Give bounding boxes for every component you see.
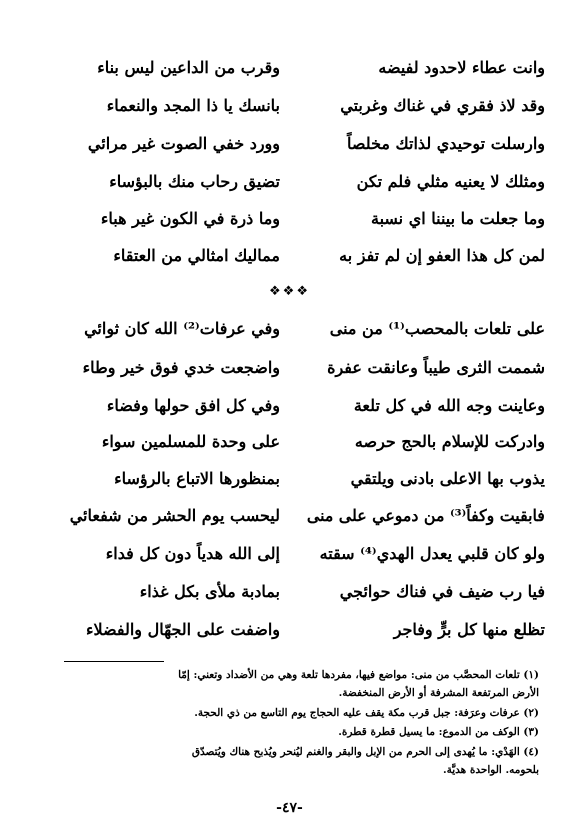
hemistich-first: فيا رب ضيف في فناك حوائجي: [339, 582, 545, 601]
hemistich-second: وفي كل افق حولها وفضاء: [106, 396, 280, 415]
hemistich-first: ولو كان قلبي يعدل الهدي⁽⁴⁾ سقته: [319, 544, 545, 563]
hemistich-second: على وحدة للمسلمين سواء: [101, 432, 280, 451]
hemistich-second: واضجعت خدي فوق خير وطاء: [82, 358, 280, 377]
hemistich-second: واضفت على الجهّال والفضلاء: [85, 620, 280, 639]
hemistich-second: إلى الله هدياً دون كل فداء: [105, 544, 280, 563]
footnote-line: (٤) الهَدْي: ما يُهدى إلى الحرم من الإبل والبقر والغنم ليُنحر ويُذبح هناك ويُتصدّق: [191, 746, 539, 758]
hemistich-second: وما ذرة في الكون غير هباء: [100, 209, 280, 228]
hemistich-first: تظلع منها كل برٍّ وفاجر: [393, 620, 545, 639]
verse-row: [40, 170, 545, 194]
hemistich-first: وادركت للإسلام بالحج حرصه: [354, 432, 545, 451]
verse-row: [40, 394, 545, 418]
footnote-line: (٢) عرفات وعرَفة: جبل قرب مكة يقف عليه الحجاج يوم التاسع من ذي الحجة.: [194, 707, 539, 719]
verse-row: [40, 542, 545, 566]
hemistich-second: تضيق رحاب منك بالبؤساء: [109, 172, 280, 191]
verse-row: [40, 467, 545, 491]
section-separator: ❖❖❖: [269, 284, 310, 299]
verse-row: [40, 430, 545, 454]
hemistich-first: وانت عطاء لاحدود لفيضه: [378, 58, 545, 77]
verse-row: [40, 56, 545, 80]
verse-row: [40, 244, 545, 268]
footnote-line: بلحومه. الواحدة هديَّة.: [442, 764, 539, 776]
verse-row: [40, 317, 545, 341]
hemistich-second: بانسك يا ذا المجد والنعماء: [106, 96, 280, 115]
hemistich-second: وفي عرفات⁽²⁾ الله كان ثوائي: [84, 319, 280, 338]
verse-row: [40, 580, 545, 604]
hemistich-second: وورد خفي الصوت غير مرائي: [87, 134, 280, 153]
footnote-line: (١) تلعات المحصَّب من منى: مواضع فيها، مفردها تلعة وهي من الأضداد وتعني: إمّا: [178, 669, 539, 681]
hemistich-first: وارسلت توحيدي لذاتك مخلصاً: [347, 134, 545, 153]
hemistich-first: وما جعلت ما بيننا اي نسبة: [371, 209, 545, 228]
verse-row: [40, 94, 545, 118]
verse-row: [40, 618, 545, 642]
hemistich-first: ومثلك لا يعنيه مثلي فلم تكن: [356, 172, 545, 191]
hemistich-second: بمنظورها الاتباع بالرؤساء: [114, 469, 280, 488]
hemistich-first: وعاينت وجه الله في كل تلعة: [353, 396, 545, 415]
verse-row: [40, 504, 545, 528]
hemistich-first: يذوب بها الاعلى بادنى ويلتقي: [350, 469, 545, 488]
hemistich-second: مماليك امثالي من العتقاء: [113, 246, 280, 265]
hemistich-first: لمن كل هذا العفو إن لم تفز به: [339, 246, 545, 265]
verse-row: [40, 207, 545, 231]
footnote-line: الأرض المرتفعة المشرفة أو الأرض المنخفضة.: [338, 687, 539, 699]
footnote-divider: [64, 661, 164, 662]
hemistich-first: على تلعات بالمحصب⁽¹⁾ من منى: [329, 319, 545, 338]
hemistich-second: بمادبة ملأى بكل غذاء: [139, 582, 280, 601]
hemistich-second: وقرب من الداعين ليس بناء: [97, 58, 280, 77]
hemistich-first: فابقيت وكفاً⁽³⁾ من دموعي على منى: [307, 506, 545, 525]
footnote-line: (٣) الوكف من الدموع: ما يسيل قطرة قطرة.: [338, 726, 539, 738]
hemistich-first: وقد لاذ فقري في غناك وغربتي: [340, 96, 545, 115]
page-number: -٤٧-: [276, 800, 303, 816]
hemistich-first: شممت الثرى طيباً وعانقت عفرة: [327, 358, 545, 377]
verse-row: [40, 132, 545, 156]
hemistich-second: ليحسب يوم الحشر من شفعائي: [69, 506, 280, 525]
verse-row: [40, 356, 545, 380]
